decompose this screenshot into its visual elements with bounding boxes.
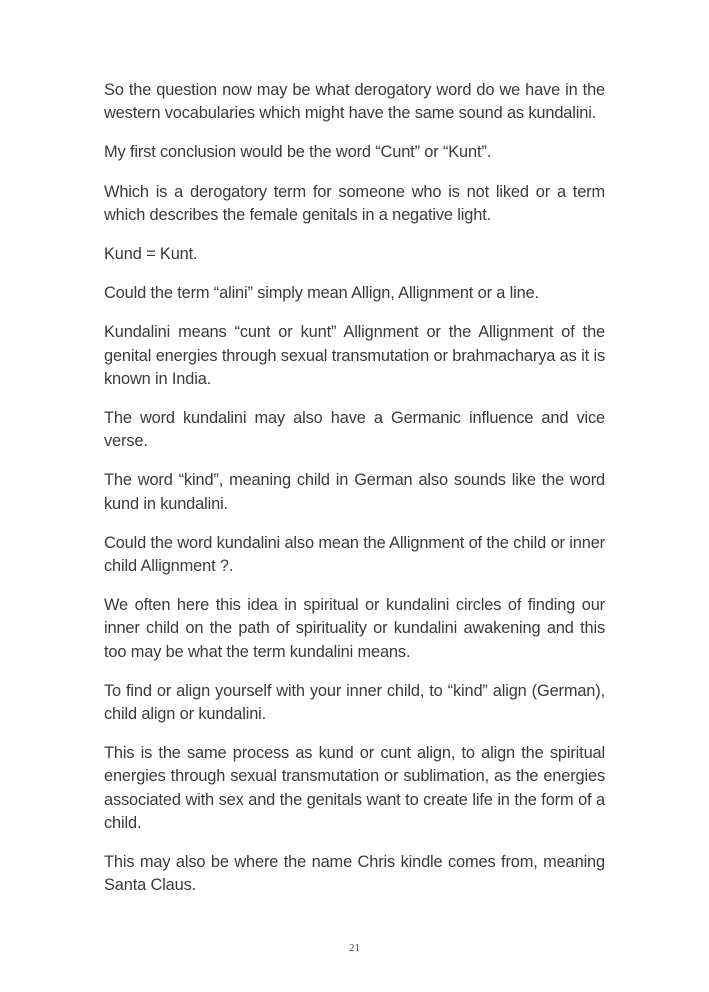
paragraph: Kundalini means “cunt or kunt” Allignment or the Allignment of the genital energies through sexual transmutation or brahmacharya as it is known in India. <box>104 323 605 388</box>
paragraph: Could the word kundalini also mean the Allignment of the child or inner child Allignment ?. <box>104 533 605 576</box>
paragraph: This may also be where the name Chris kindle comes from, meaning Santa Claus. <box>104 853 605 895</box>
body-text <box>104 79 605 913</box>
paragraph: So the question now may be what derogatory word do we have in the western vocabularies which might have the same sound as kundalini. <box>104 81 605 123</box>
paragraph: This is the same process as kund or cunt align, to align the spiritual energies through sexual transmutation or sublimation, as the energies associated with sex and the genitals want to create life in the form of a child. <box>104 744 605 832</box>
paragraph: My first conclusion would be the word “Cunt” or “Kunt”. <box>104 143 492 162</box>
paragraph: The word kundalini may also have a Germanic influence and vice verse. <box>104 409 605 451</box>
page-number: 21 <box>349 942 360 954</box>
paragraph: We often here this idea in spiritual or kundalini circles of finding our inner child on the path of spirituality or kundalini awakening and this too may be what the term kundalini means. <box>104 596 605 661</box>
paragraph: Kund = Kunt. <box>104 245 198 264</box>
paragraph: Which is a derogatory term for someone who is not liked or a term which describes the female genitals in a negative light. <box>104 182 605 224</box>
paragraph: The word “kind”, meaning child in German also sounds like the word kund in kundalini. <box>104 471 605 513</box>
paragraph: Could the term “alini” simply mean Allign, Allignment or a line. <box>104 284 539 303</box>
paragraph: To find or align yourself with your inner child, to “kind” align (German), child align or kundalini. <box>104 681 605 724</box>
